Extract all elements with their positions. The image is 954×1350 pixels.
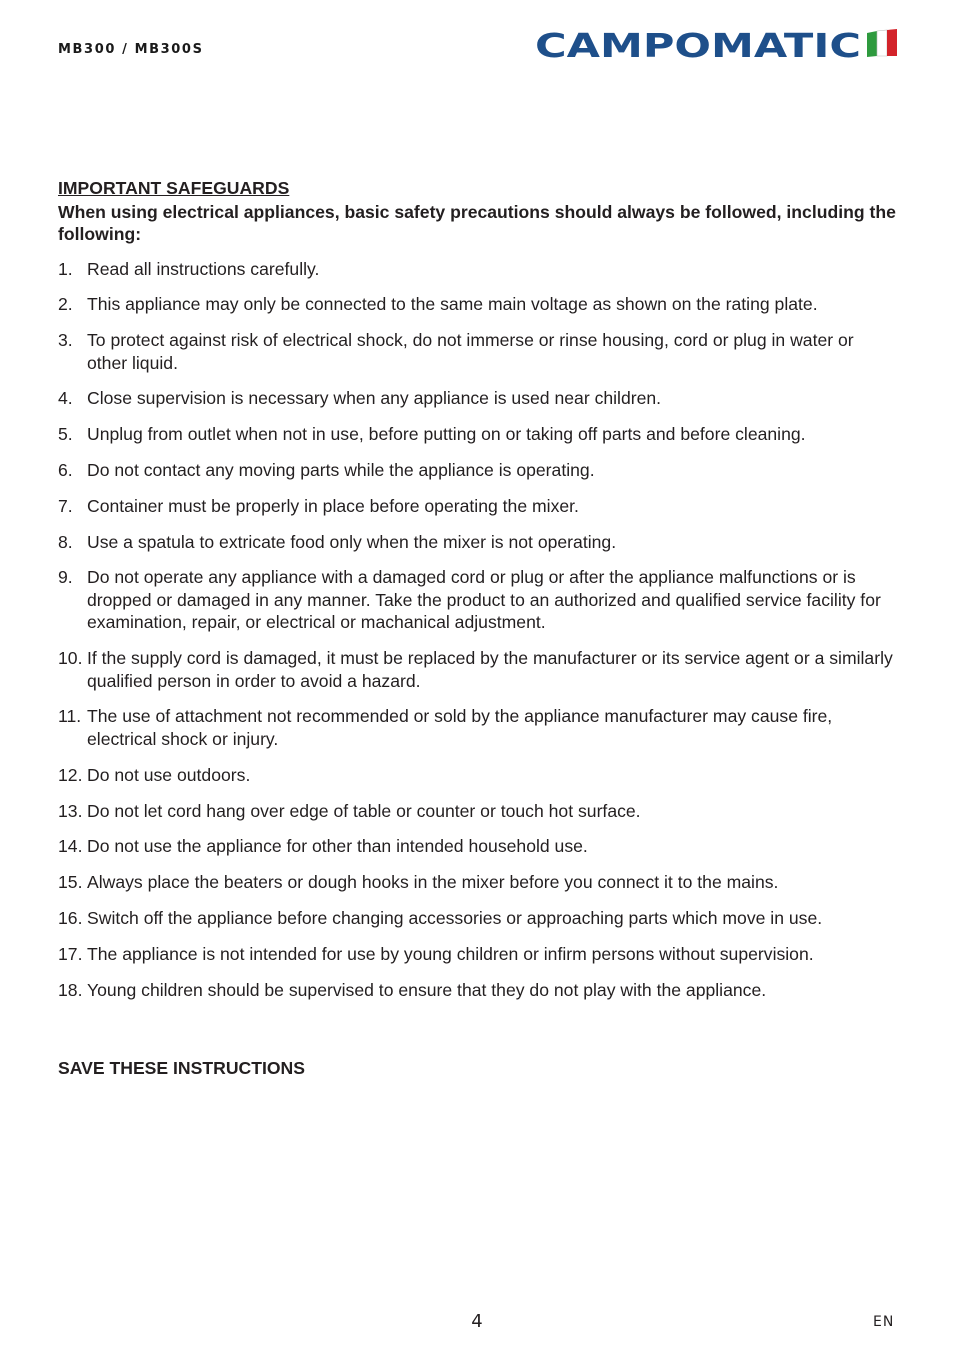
list-item-text: Unplug from outlet when not in use, before putting on or taking off parts and before cleaning. [87,424,806,445]
list-item-number: 6. [58,459,73,480]
list-item [58,531,898,554]
list-item-text: The use of attachment not recommended or sold by the appliance manufacturer may cause fire, electrical shock or injury. [87,706,833,749]
list-item [58,566,898,634]
list-item-number: 9. [58,567,73,588]
list-item-number: 12. [58,764,83,785]
list-item [58,387,898,410]
brand-name: CAMPOMATIC [535,28,861,62]
list-item-text: Do not let cord hang over edge of table or counter or touch hot surface. [87,800,641,821]
list-item-number: 11. [58,706,82,727]
safeguard-list [58,258,898,1002]
list-item-text: Always place the beaters or dough hooks in the mixer before you connect it to the mains. [87,872,779,893]
list-item-number: 5. [58,424,73,445]
list-item-number: 8. [58,531,73,552]
list-item-number: 15. [58,872,83,893]
list-item-number: 7. [58,495,73,516]
list-item-number: 17. [58,943,83,964]
list-item-number: 16. [58,907,83,928]
flag-stripe-white [877,30,887,56]
brand-logo-text [535,28,865,62]
italian-flag-icon [865,29,899,58]
list-item-text: To protect against risk of electrical shock, do not immerse or rinse housing, cord or plug in water or other liquid. [87,330,854,373]
list-item [58,258,898,281]
list-item [58,800,898,823]
list-item-text: Container must be properly in place before operating the mixer. [87,495,579,516]
list-item [58,495,898,518]
list-item [58,764,898,787]
page-number: 4 [471,1311,483,1332]
list-item [58,459,898,482]
list-item-text: Do not use the appliance for other than intended household use. [87,836,588,857]
list-item [58,907,898,930]
closing-note: SAVE THESE INSTRUCTIONS [58,1058,305,1078]
list-item [58,423,898,446]
section-title: IMPORTANT SAFEGUARDS [58,178,290,198]
language-code: EN [873,1314,895,1330]
list-item [58,329,898,374]
list-item [58,647,898,692]
list-item-number: 18. [58,979,83,1000]
list-item [58,871,898,894]
list-item-number: 14. [58,836,83,857]
list-item-text: Switch off the appliance before changing accessories or approaching parts which move in use. [87,907,823,928]
list-item [58,705,898,750]
list-item-text: Use a spatula to extricate food only when the mixer is not operating. [87,531,617,552]
list-item-text: Do not contact any moving parts while the appliance is operating. [87,459,595,480]
intro-text: When using electrical appliances, basic safety precautions should always be followed, including the following: [58,201,896,244]
list-item [58,835,898,858]
flag-stripe-red [887,29,897,56]
list-item-text: Read all instructions carefully. [87,258,320,279]
list-item-text: Do not operate any appliance with a damaged cord or plug or after the appliance malfunctions or is dropped or damaged in any manner. Take the product to an authorized and qualified service facility for examination, repair, or electrical or machanical adjustment. [87,567,881,633]
list-item-text: Close supervision is necessary when any appliance is used near children. [87,388,662,409]
list-item-number: 13. [58,800,83,821]
list-item [58,943,898,966]
list-item-number: 3. [58,330,73,351]
safeguards-section [58,177,898,1014]
list-item-number: 2. [58,294,73,315]
list-item-text: Do not use outdoors. [87,764,251,785]
list-item-number: 4. [58,388,73,409]
list-item-number: 1. [58,258,73,279]
list-item-text: If the supply cord is damaged, it must be replaced by the manufacturer or its service agent or a similarly qualified person in order to avoid a hazard. [87,648,893,691]
list-item [58,293,898,316]
list-item [58,979,898,1002]
model-number: MB300 / MB300S [58,42,204,57]
list-item-text: The appliance is not intended for use by young children or infirm persons without supervision. [87,943,814,964]
list-item-number: 10. [58,648,83,669]
brand-logo [535,28,899,62]
flag-stripe-green [867,31,877,57]
list-item-text: Young children should be supervised to ensure that they do not play with the appliance. [87,979,767,1000]
list-item-text: This appliance may only be connected to the same main voltage as shown on the rating plate. [87,294,818,315]
